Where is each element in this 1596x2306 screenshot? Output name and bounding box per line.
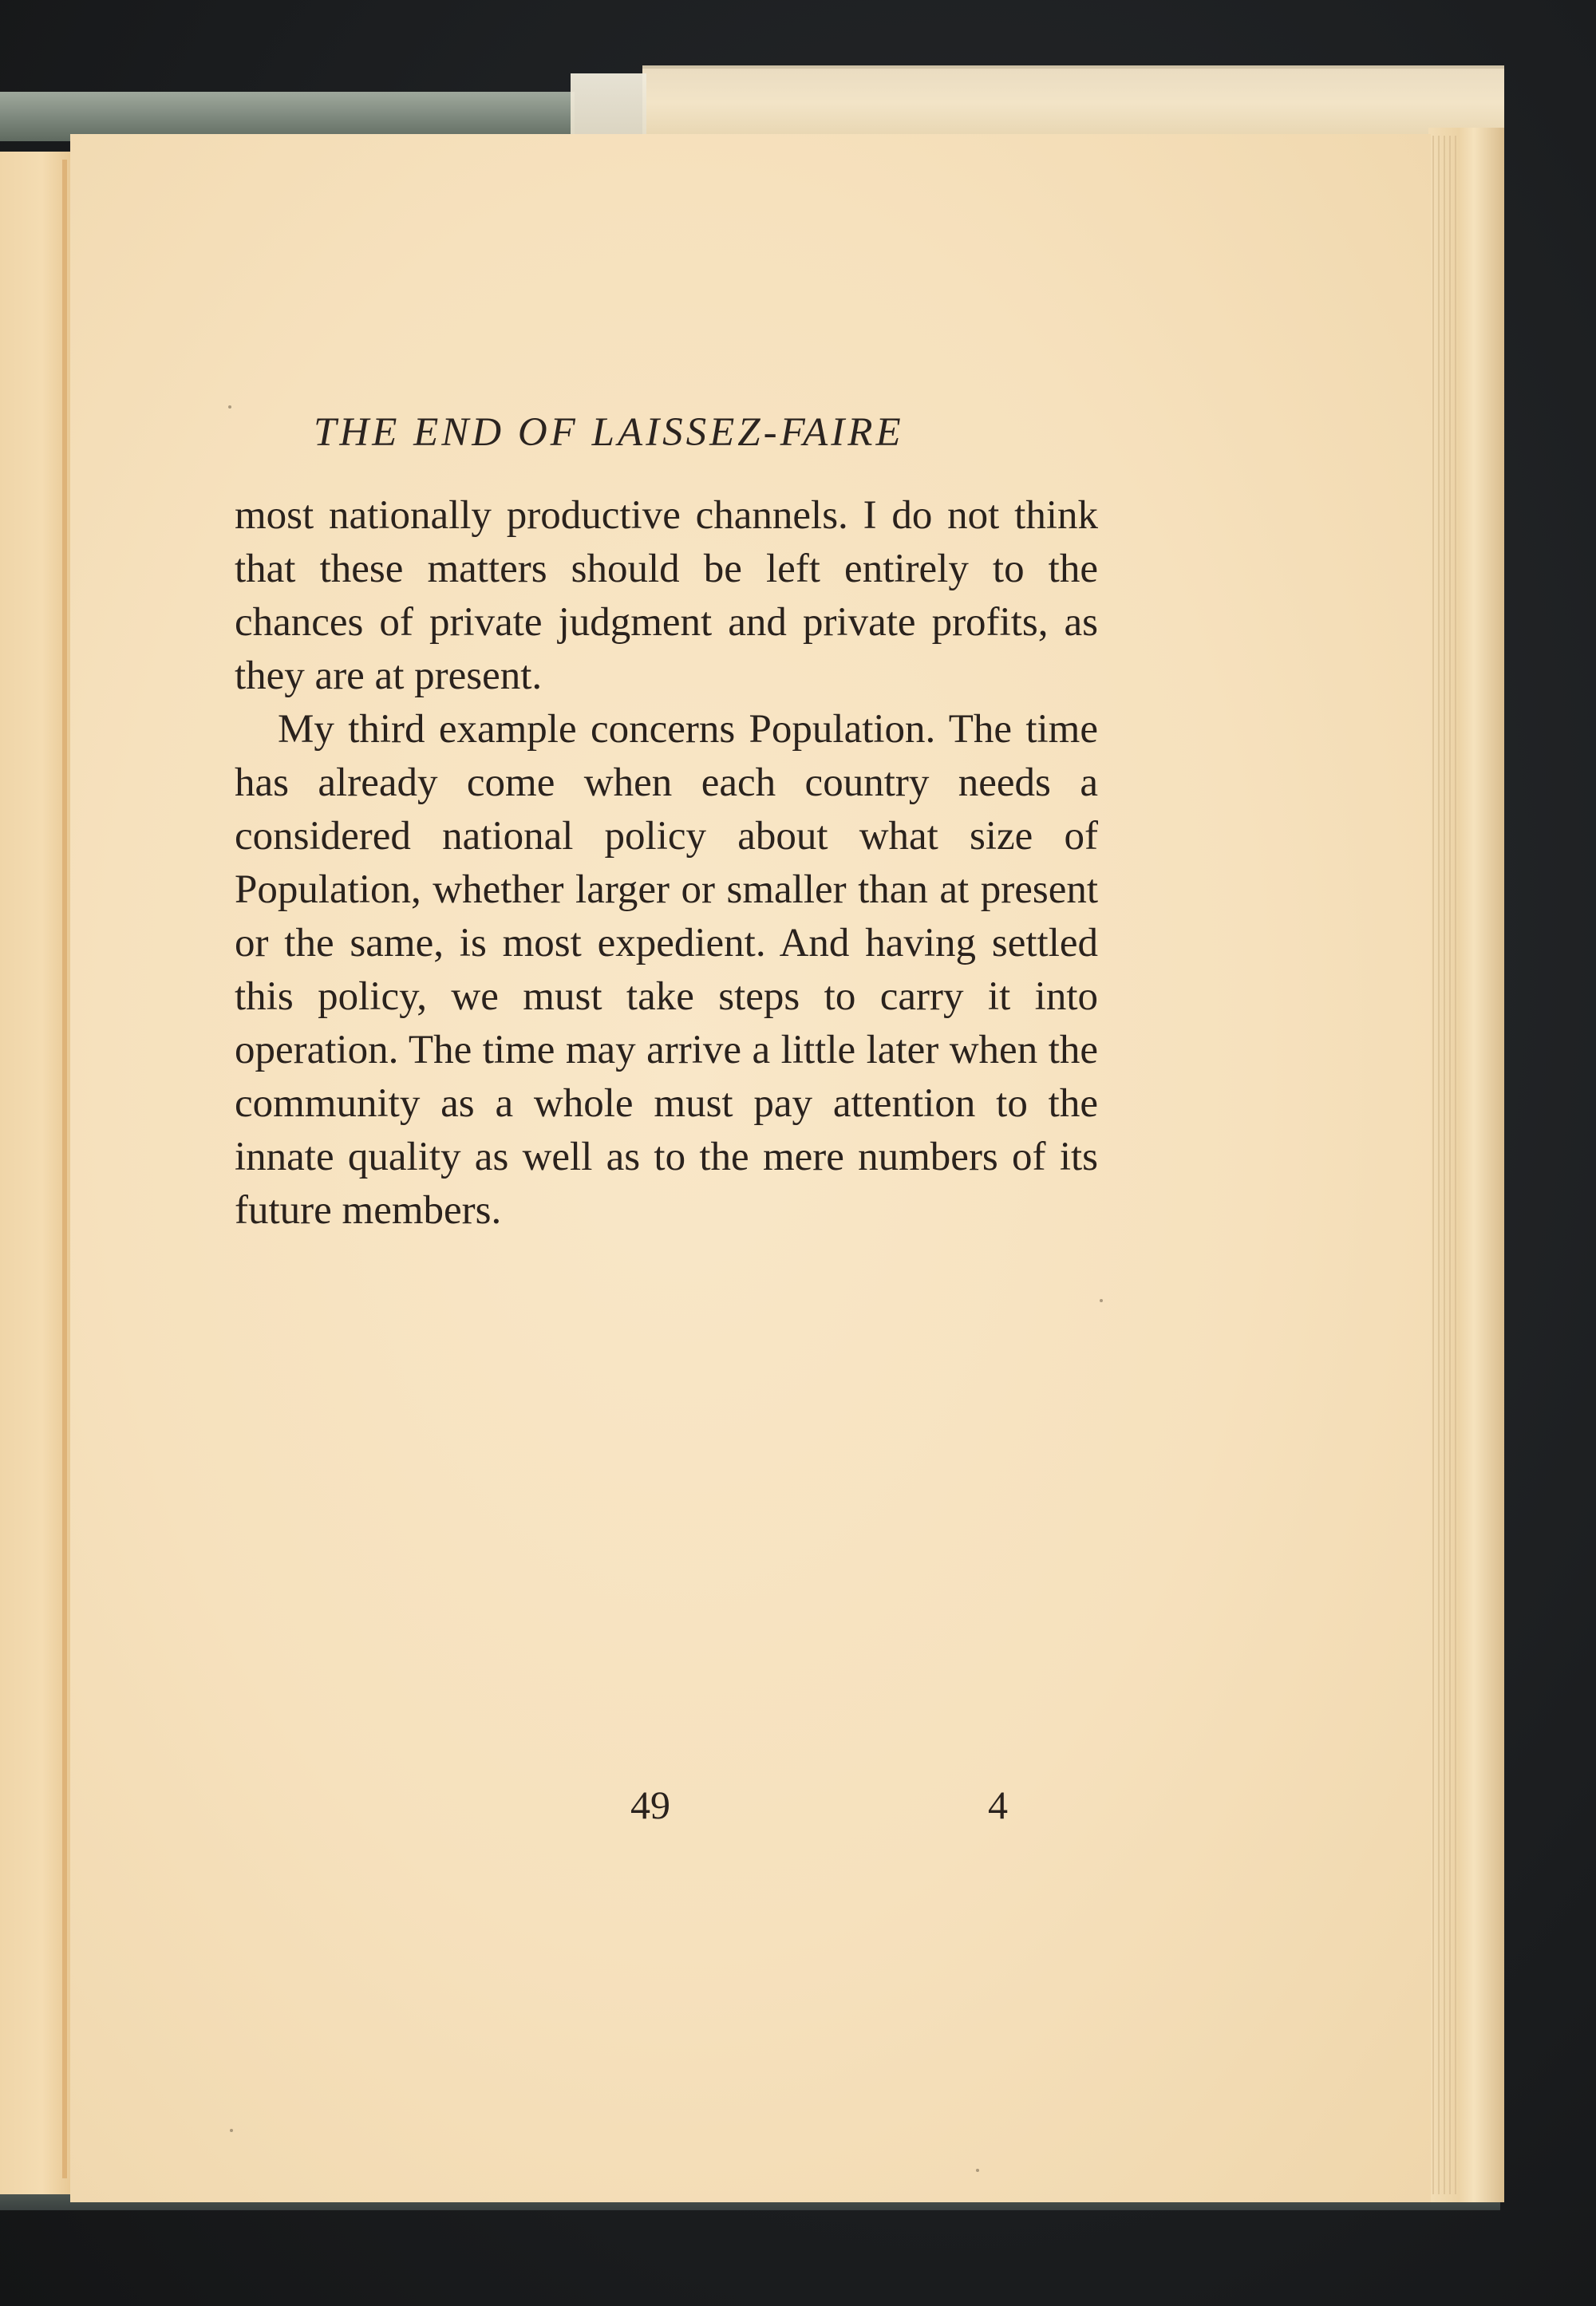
paragraph: My third example concerns Population. The time has already come when each country needs a considered national policy about what size of Population, whether larger or smaller than at present or the same, is most expedient. And having settled this policy, we must take steps to carry it into operation. The time may arrive a little later when the community as a whole must pay attention to the innate quality as well as to the mere numbers of its future members. [235, 707, 1098, 1233]
page-block-edges [1432, 136, 1456, 2194]
body-text [235, 489, 1098, 1238]
running-head: THE END OF LAISSEZ-FAIRE [314, 410, 904, 455]
dust-jacket-top-fold [642, 65, 1504, 144]
left-page-gutter [62, 160, 67, 2178]
paper-speck [1100, 1299, 1103, 1302]
book-page [70, 134, 1431, 2202]
paper-speck [976, 2169, 979, 2172]
tape-piece [571, 73, 646, 141]
signature-mark: 4 [988, 1783, 1008, 1827]
paper-speck [228, 405, 231, 409]
page-number: 49 [630, 1783, 670, 1827]
paragraph: most nationally productive channels. I do not think that these matters should be left entirely to the chances of private judgment and private profits, as they are at present. [235, 493, 1098, 698]
paper-speck [230, 2129, 233, 2132]
